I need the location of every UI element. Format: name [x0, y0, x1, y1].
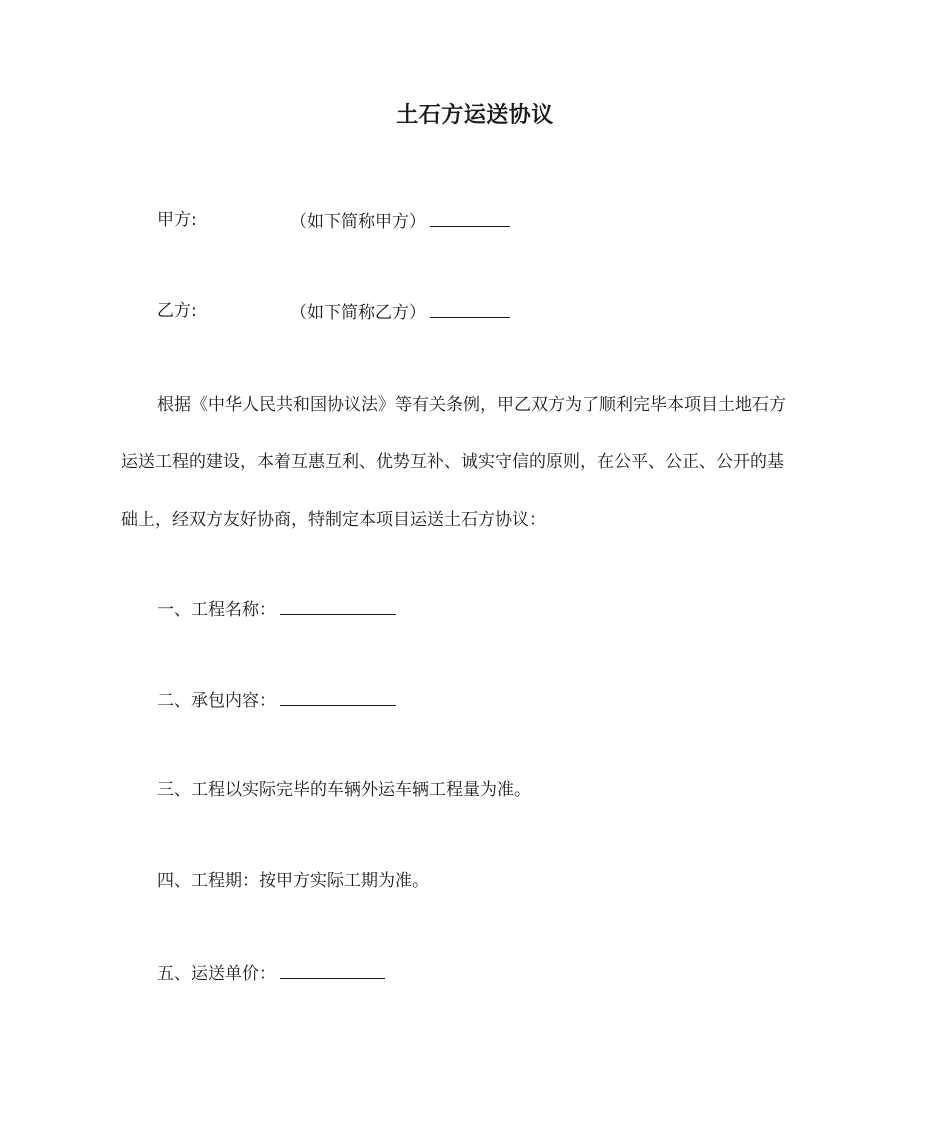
clause-2-blank [280, 687, 396, 706]
clause-4: 四、工程期：按甲方实际工期为准。 [157, 871, 429, 891]
clause-5-blank [280, 960, 385, 979]
clause-1-text: 一、工程名称： [157, 600, 276, 620]
clause-1-blank [280, 596, 396, 615]
party-b-blank [430, 299, 510, 318]
clause-1 [157, 596, 396, 622]
intro-line-1: 根据《中华人民共和国协议法》等有关条例，甲乙双方为了顺利完毕本项目土地石方 [157, 395, 786, 415]
clause-3: 三、工程以实际完毕的车辆外运车辆工程量为准。 [157, 780, 531, 800]
document-title: 土石方运送协议 [396, 103, 554, 128]
party-b-label: 乙方: [157, 301, 197, 321]
clause-5-text: 五、运送单价： [157, 964, 276, 984]
party-a-note: （如下简称甲方） [290, 212, 426, 232]
party-b-note-line [290, 299, 510, 325]
intro-line-3: 础上，经双方友好协商，特制定本项目运送土石方协议： [121, 510, 546, 530]
party-a-note-line [290, 208, 510, 234]
party-a-blank [430, 208, 510, 227]
party-a-label: 甲方: [157, 210, 197, 230]
intro-line-2: 运送工程的建设，本着互惠互利、优势互补、诚实守信的原则，在公平、公正、公开的基 [121, 452, 784, 472]
party-b-note: （如下简称乙方） [290, 303, 426, 323]
clause-2 [157, 687, 396, 713]
clause-2-text: 二、承包内容： [157, 691, 276, 711]
clause-5 [157, 960, 385, 986]
